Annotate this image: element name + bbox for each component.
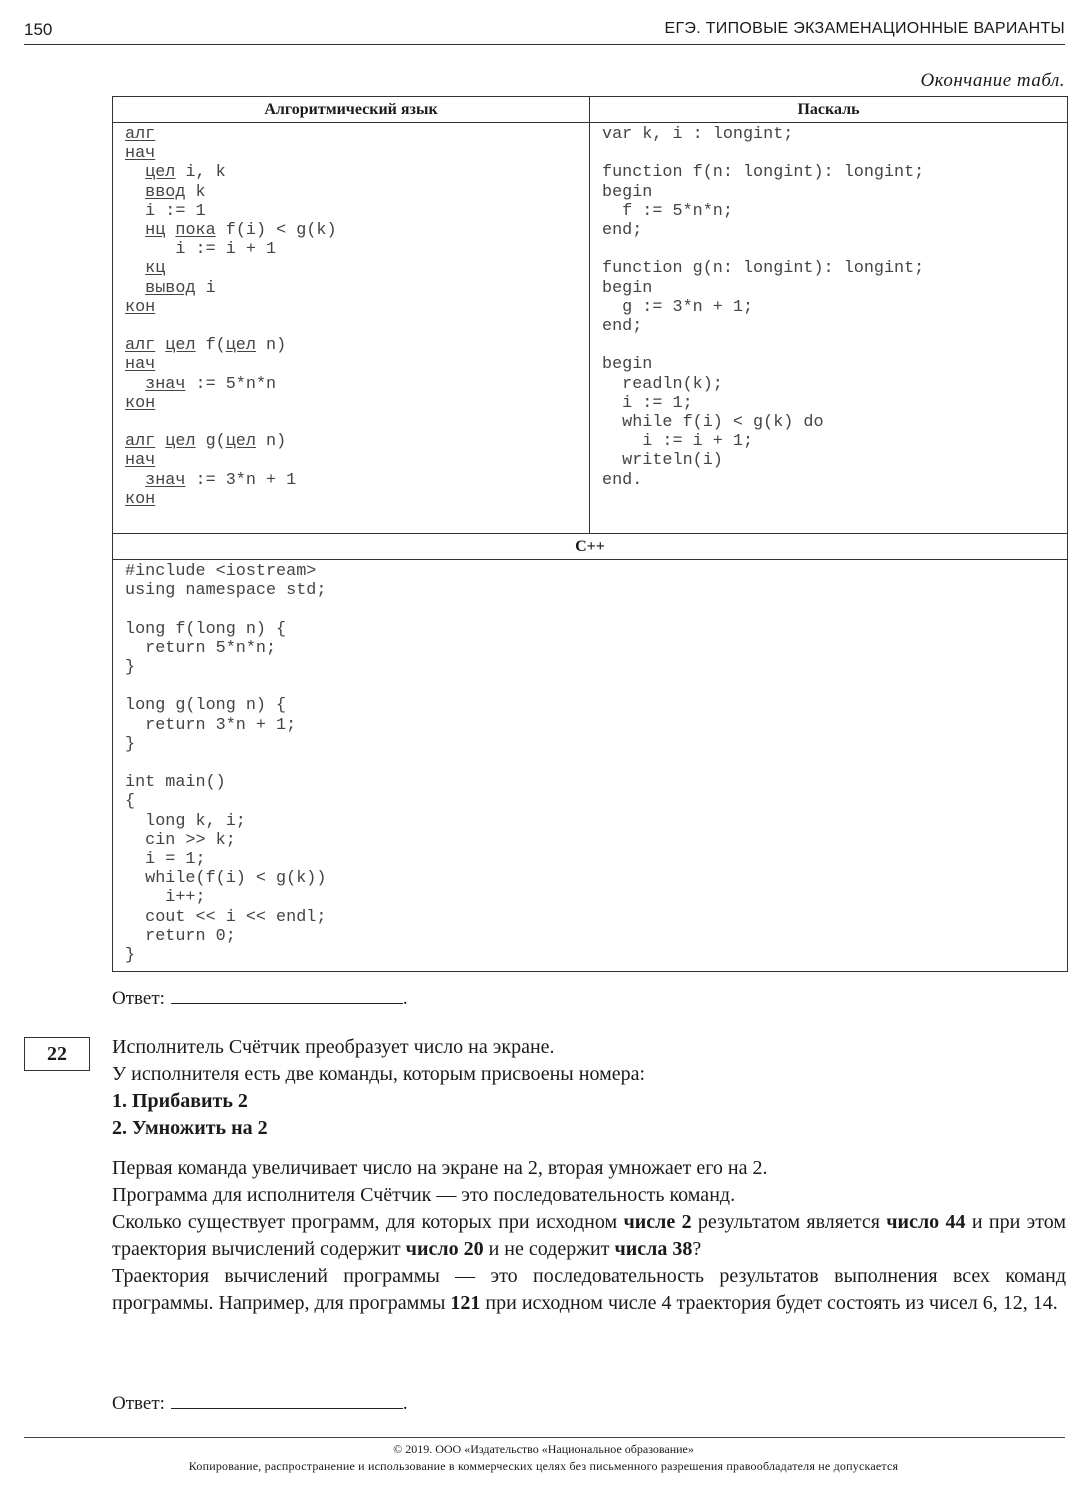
footer-rule	[24, 1437, 1065, 1438]
running-title: ЕГЭ. ТИПОВЫЕ ЭКЗАМЕНАЦИОННЫЕ ВАРИАНТЫ	[664, 20, 1065, 37]
algo-keyword: цел	[225, 336, 256, 356]
page-header	[24, 12, 1065, 42]
command-1: 1. Прибавить 2	[112, 1090, 248, 1112]
command-2: 2. Умножить на 2	[112, 1117, 268, 1139]
answer-field[interactable]	[171, 1390, 403, 1409]
table-caption: Окончание табл.	[920, 70, 1065, 91]
col-header-pascal: Паскаль	[590, 97, 1068, 123]
algo-keyword: цел	[165, 432, 196, 452]
task-intro-1: Исполнитель Счётчик преобразует число на экране.	[112, 1036, 555, 1058]
footer-copyright: © 2019. ООО «Издательство «Национальное образование»	[393, 1442, 694, 1456]
task-paragraph-1: Первая команда увеличивает число на экране на 2, вторая умножает его на 2.	[112, 1157, 768, 1179]
answer-period: .	[402, 988, 408, 1009]
answer-period: .	[402, 1393, 408, 1414]
cpp-cell	[113, 560, 1068, 972]
answer-21	[112, 985, 408, 1010]
footer-notice: Копирование, распространение и использование в коммерческих целях без письменного разрешения правообладателя не допускается	[188, 1459, 899, 1473]
task-22	[112, 1034, 1066, 1317]
answer-label: Ответ:	[112, 1393, 165, 1414]
pascal-code: var k, i : longint; function f(n: longint): longint; begin f := 5*n*n; end; function g(n: longint): longint; begin g := 3*n + 1; end; begin readln(k); i := 1; while f(i) < g(k) do i := i + 1; writeln(i) end.	[602, 125, 925, 490]
algo-keyword: нц	[145, 221, 166, 241]
algo-keyword: вывод	[145, 278, 196, 298]
answer-field[interactable]	[171, 985, 403, 1004]
algo-keyword: знач	[145, 374, 186, 394]
algo-cell	[113, 123, 590, 534]
page-number: 150	[24, 20, 53, 39]
trajectory-definition: Траектория вычислений программы — это последовательность результатов выполнения всех команд программы. Например, для программы 121 при исходном числе 4 траектория будет состоять из чисел 6, 12, 14.	[112, 1265, 1066, 1314]
algo-keyword: цел	[145, 163, 176, 183]
code-table	[112, 96, 1068, 972]
task-intro-2: У исполнителя есть две команды, которым присвоены номера:	[112, 1063, 646, 1085]
algo-keyword: пока	[175, 221, 216, 241]
algo-keyword: нач	[125, 144, 156, 164]
task-number-box: 22	[24, 1037, 90, 1071]
algo-keyword: нач	[125, 451, 156, 471]
header-rule	[24, 44, 1065, 45]
algo-keyword: кон	[125, 393, 156, 413]
algo-keyword: алг	[125, 336, 156, 356]
answer-22	[112, 1390, 408, 1415]
algo-keyword: ввод	[145, 182, 186, 202]
cpp-code: #include <iostream> using namespace std; long f(long n) { return 5*n*n; } long g(long n) { return 3*n + 1; } int main() { long k, i; cin >> k; i = 1; while(f(i) < g(k)) i++; cout << i << endl; return 0; }	[125, 562, 327, 966]
algo-keyword: алг	[125, 432, 156, 452]
algo-keyword: алг	[125, 125, 156, 144]
col-header-algo: Алгоритмический язык	[113, 97, 590, 123]
algo-keyword: нач	[125, 355, 156, 375]
algo-keyword: знач	[145, 470, 186, 490]
col-header-cpp: С++	[113, 534, 1068, 560]
algo-code: алг нач цел i, k ввод k i := 1 нц пока f(i) < g(k) i := i + 1 кц вывод i кон алг цел f(цел n) нач знач := 5*n*n кон алг цел g(цел n) нач знач := 3*n + 1 кон	[125, 125, 337, 509]
algo-keyword: кон	[125, 297, 156, 317]
task-paragraph-2: Программа для исполнителя Счётчик — это последовательность команд.	[112, 1184, 736, 1206]
algo-keyword: цел	[165, 336, 196, 356]
pascal-cell	[590, 123, 1068, 534]
task-question: Сколько существует программ, для которых при исходном числе 2 результатом является число 44 и при этом траектория вычислений содержит число 20 и не содержит числа 38?	[112, 1211, 1066, 1260]
algo-keyword: кон	[125, 489, 156, 509]
algo-keyword: цел	[225, 432, 256, 452]
answer-label: Ответ:	[112, 988, 165, 1009]
algo-keyword: кц	[145, 259, 166, 279]
